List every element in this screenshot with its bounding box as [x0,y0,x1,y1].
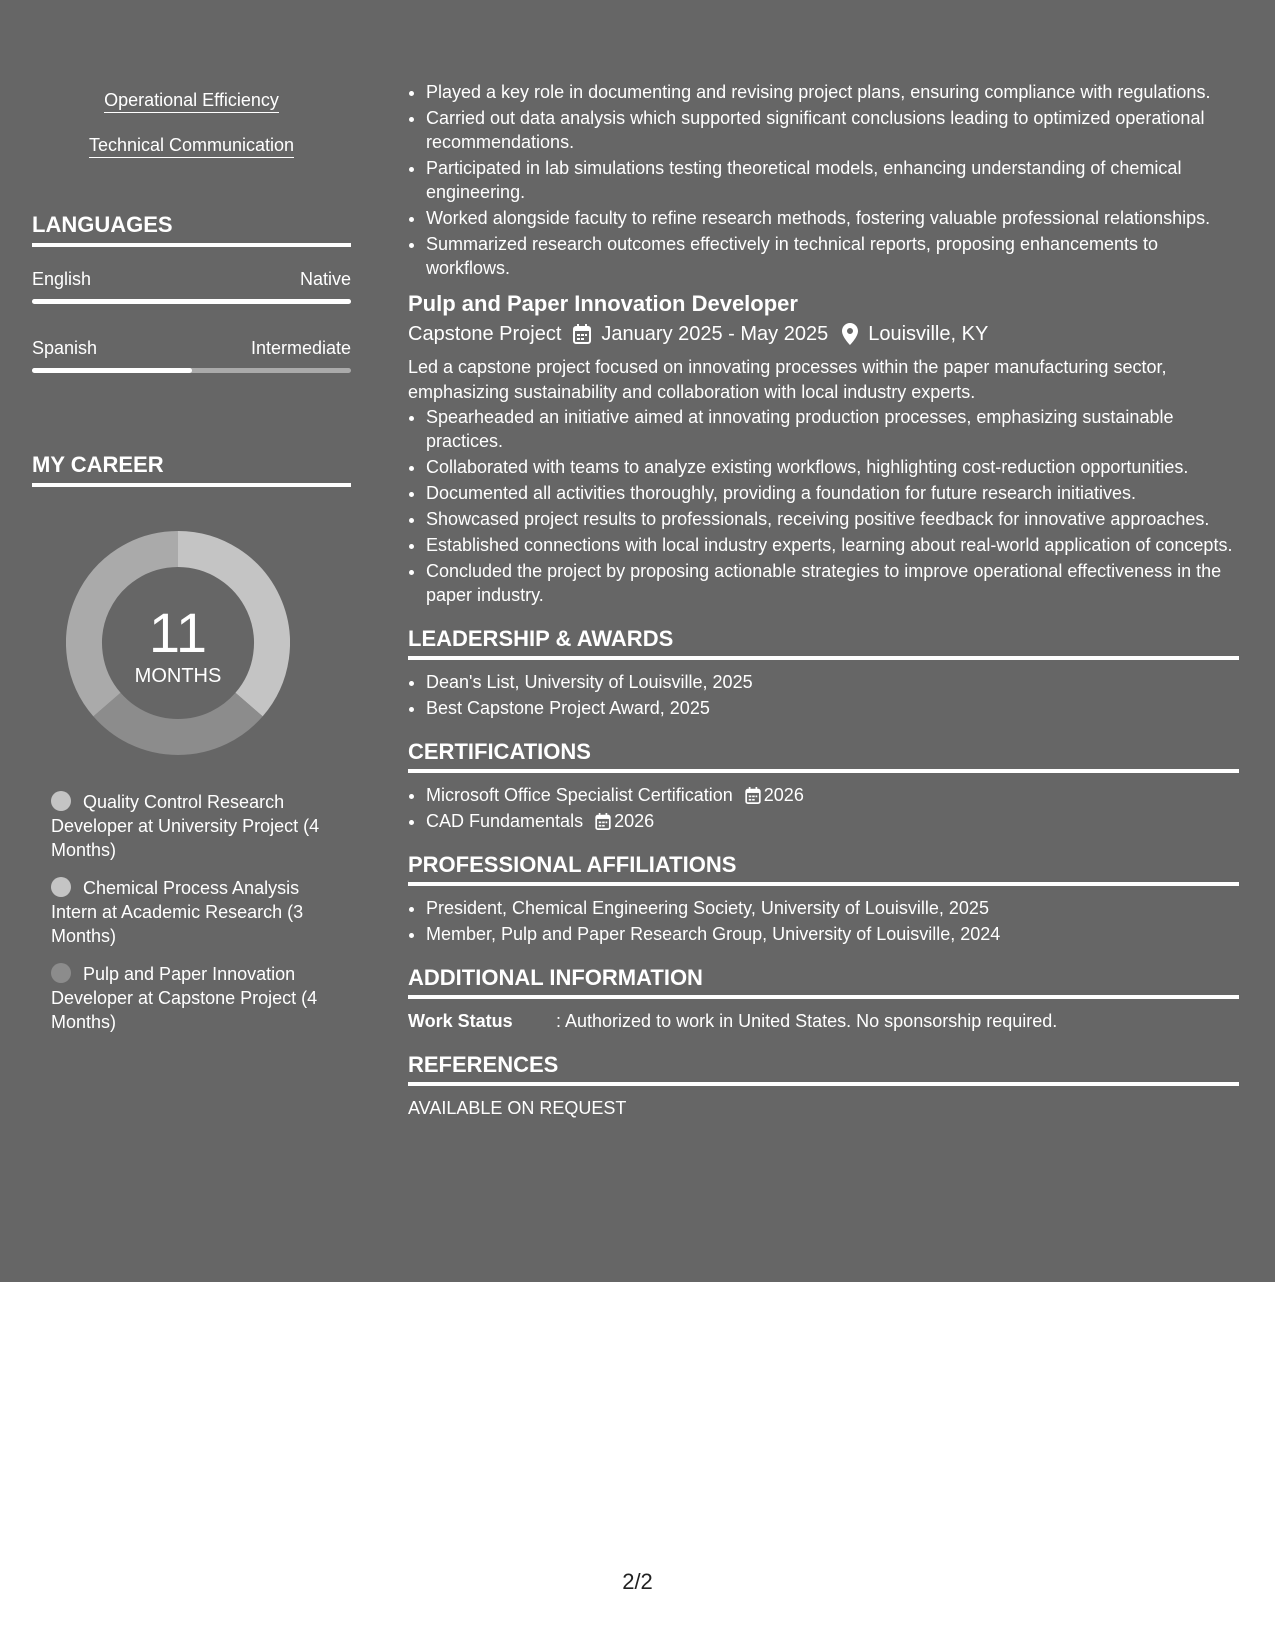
job-dates: January 2025 - May 2025 [601,323,829,345]
bullet-item: • Carried out data analysis which supported significant conclusions leading to optimized operational recommendations. [426,106,1239,154]
certification-item [426,783,1239,807]
language-bar-english [32,299,351,304]
language-bar-fill [32,368,192,373]
certifications-list [408,783,1239,833]
leadership-heading: LEADERSHIP & AWARDS [408,625,1239,660]
job-title: Pulp and Paper Innovation Developer [408,291,798,316]
career-total-unit: MONTHS [134,665,222,687]
career-dot [51,963,71,983]
leadership-item: • Best Capstone Project Award, 2025 [426,696,1239,720]
bullet-item: • Spearheaded an initiative aimed at innovating production processes, emphasizing sustainable practices. [426,405,1239,453]
career-heading: MY CAREER [32,452,351,487]
work-status-value: : Authorized to work in United States. No sponsorship required. [556,1011,1058,1031]
career-item [51,876,341,948]
job-description: Led a capstone project focused on innovating processes within the paper manufacturing sector, emphasizing sustainability and collaboration with local industry experts. [408,357,1167,402]
leadership-item: • Dean's List, University of Louisville, 2025 [426,670,1239,694]
skill-label: Technical Communication [89,135,294,158]
skill-label: Operational Efficiency [104,90,279,113]
bullet-item: • Participated in lab simulations testing theoretical models, enhancing understanding of chemical engineering. [426,156,1239,204]
bullet-item: • Summarized research outcomes effectively in technical reports, proposing enhancements to workflows. [426,232,1239,280]
certification-name: • CAD Fundamentals [426,811,584,831]
job-org: Capstone Project [408,323,562,345]
affiliation-item: • Member, Pulp and Paper Research Group, University of Louisville, 2024 [426,922,1239,946]
job-bullets [408,405,1239,607]
career-item-text: Quality Control Research Developer at University Project (4 Months) [51,792,320,860]
location-pin-icon [842,323,858,345]
certification-name: • Microsoft Office Specialist Certification [426,785,733,805]
career-list [51,790,341,1048]
bullet-item: • Established connections with local industry experts, learning about real-world application of concepts. [426,533,1239,557]
languages-heading: LANGUAGES [32,212,351,247]
certifications-heading: CERTIFICATIONS [408,738,1239,773]
career-donut-chart [66,531,290,755]
affiliations-heading: PROFESSIONAL AFFILIATIONS [408,851,1239,886]
references-heading: REFERENCES [408,1051,1239,1086]
main-content [408,80,1239,1120]
job-meta [408,321,1239,347]
career-item [51,962,341,1034]
donut-segment-1 [107,705,249,737]
bullet-item: • Showcased project results to professionals, receiving positive feedback for innovative approaches. [426,507,1239,531]
language-name: English [32,269,92,289]
language-name: Spanish [32,338,98,358]
bullet-item: • Played a key role in documenting and revising project plans, ensuring compliance with regulations. [426,80,1239,104]
calendar-icon [595,813,611,830]
work-status-row [408,1009,1239,1033]
page-number: 2/2 [622,1569,653,1594]
affiliations-list [408,896,1239,946]
skill-link-0[interactable] [32,88,351,112]
bullet-item: • Documented all activities thoroughly, providing a foundation for future research initiatives. [426,481,1239,505]
bullet-item: • Worked alongside faculty to refine research methods, fostering valuable professional relationships. [426,206,1239,230]
references-text: AVAILABLE ON REQUEST [408,1098,627,1118]
language-level: Native [299,269,351,289]
career-item-text: Chemical Process Analysis Intern at Academic Research (3 Months) [51,878,304,946]
certification-item [426,809,1239,833]
certification-year: 2026 [763,785,804,805]
language-row-english [32,268,351,290]
career-item-text: Pulp and Paper Innovation Developer at Capstone Project (4 Months) [51,964,318,1032]
bullet-item: • Concluded the project by proposing actionable strategies to improve operational effectiveness in the paper industry. [426,559,1239,607]
language-bar-fill [32,299,351,304]
skill-link-1[interactable] [32,133,351,157]
work-status-label: Work Status [408,1011,513,1031]
language-level: Intermediate [250,338,351,358]
language-bar-spanish [32,368,351,373]
career-dot [51,877,71,897]
career-dot [51,791,71,811]
job-location: Louisville, KY [868,323,989,345]
career-item [51,790,341,862]
calendar-icon [573,324,591,344]
language-row-spanish [32,337,351,359]
bullet-item: • Collaborated with teams to analyze existing workflows, highlighting cost-reduction opportunities. [426,455,1239,479]
calendar-icon [745,787,761,804]
certification-year: 2026 [614,811,655,831]
leadership-list [408,670,1239,720]
previous-job-bullets [408,80,1239,280]
affiliation-item: • President, Chemical Engineering Society, University of Louisville, 2025 [426,896,1239,920]
additional-heading: ADDITIONAL INFORMATION [408,964,1239,999]
career-total-number: 11 [148,601,208,664]
